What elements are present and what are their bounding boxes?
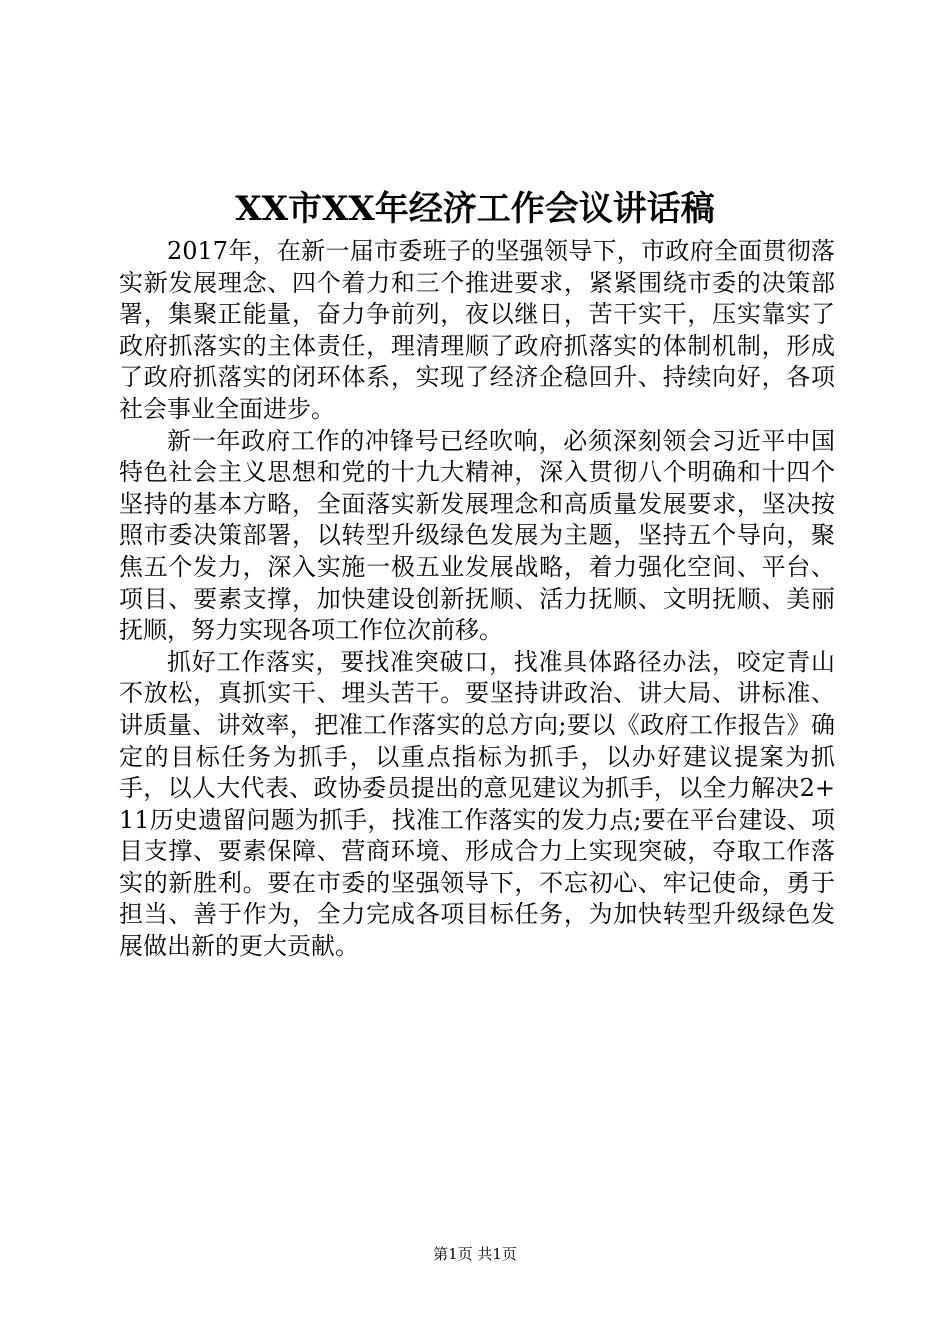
paragraph-3: 抓好工作落实，要找准突破口，找准具体路径办法，咬定青山不放松，真抓实干、埋头苦干。要坚持讲政治、讲大局、讲标准、讲质量、讲效率，把准工作落实的总方向;要以《政府工作报告》确定的目标任务为抓手，以重点指标为抓手，以办好建议提案为抓手，以人大代表、政协委员提出的意见建议为抓手，以全力解决2+11历史遗留问题为抓手，找准工作落实的发力点;要在平台建设、项目支撑、要素保障、营商环境、形成合力上实现突破，夺取工作落实的新胜利。要在市委的坚强领导下，不忘初心、牢记使命，勇于担当、善于作为，全力完成各项目标任务，为加快转型升级绿色发展做出新的更大贡献。 [119,647,835,961]
document-body [119,236,835,963]
paragraph-1: 2017年，在新一届市委班子的坚强领导下，市政府全面贯彻落实新发展理念、四个着力和三个推进要求，紧紧围绕市委的决策部署，集聚正能量，奋力争前列，夜以继日，苦干实干，压实靠实了政府抓落实的主体责任，理清理顺了政府抓落实的体制机制，形成了政府抓落实的闭环体系，实现了经济企稳回升、持续向好，各项社会事业全面进步。 [119,237,835,423]
page-footer: 第1页 共1页 [433,1245,517,1263]
document-title: XX市XX年经济工作会议讲话稿 [235,189,715,229]
paragraph-2: 新一年政府工作的冲锋号已经吹响，必须深刻领会习近平中国特色社会主义思想和党的十九大精神，深入贯彻八个明确和十四个坚持的基本方略，全面落实新发展理念和高质量发展要求，坚决按照市委决策部署，以转型升级绿色发展为主题，坚持五个导向，聚焦五个发力，深入实施一极五业发展战略，着力强化空间、平台、项目、要素支撑，加快建设创新抚顺、活力抚顺、文明抚顺、美丽抚顺，努力实现各项工作位次前移。 [119,426,835,645]
